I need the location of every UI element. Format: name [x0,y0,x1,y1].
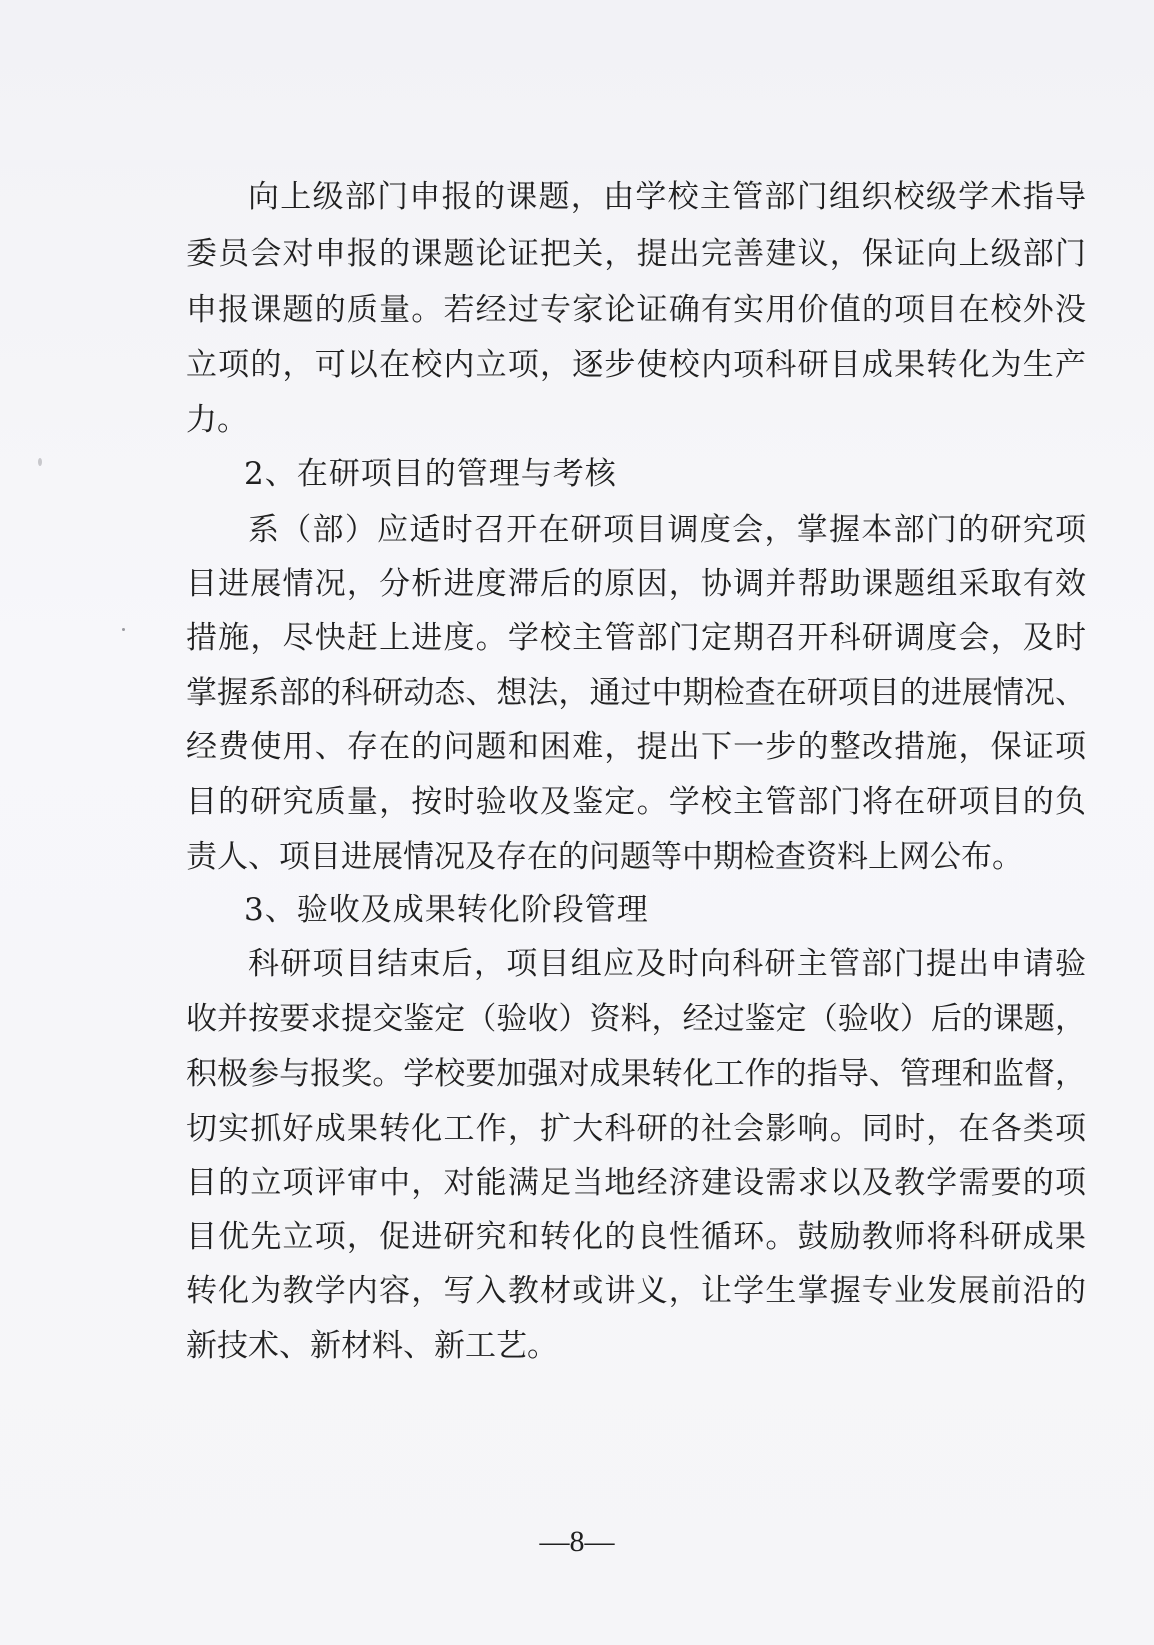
section-heading-2: 2、在研项目的管理与考核 [244,456,617,492]
paragraph-2-line-1: 系（部）应适时召开在研项目调度会，掌握本部门的研究项 [248,512,1086,548]
paragraph-2-line-5: 经费使用、存在的问题和困难，提出下一步的整改措施，保证项 [186,729,1086,765]
paragraph-1-line-5: 力。 [186,402,248,438]
paragraph-2-line-3: 措施，尽快赶上进度。学校主管部门定期召开科研调度会，及时 [186,620,1086,656]
paragraph-1-line-1: 向上级部门申报的课题，由学校主管部门组织校级学术指导 [248,179,1086,215]
paragraph-1-line-4: 立项的，可以在校内立项，逐步使校内项科研目成果转化为生产 [186,347,1086,383]
paragraph-1-line-2: 委员会对申报的课题论证把关，提出完善建议，保证向上级部门 [186,236,1086,272]
paragraph-2-line-2: 目进展情况，分析进度滞后的原因，协调并帮助课题组采取有效 [186,566,1086,602]
paragraph-3-line-1: 科研项目结束后，项目组应及时向科研主管部门提出申请验 [248,946,1086,982]
paragraph-3-line-2: 收并按要求提交鉴定（验收）资料，经过鉴定（验收）后的课题， [186,1001,1086,1037]
paragraph-3-line-8: 新技术、新材料、新工艺。 [186,1328,558,1364]
paragraph-3-line-7: 转化为教学内容，写入教材或讲义，让学生掌握专业发展前沿的 [186,1273,1086,1309]
paragraph-3-line-6: 目优先立项，促进研究和转化的良性循环。鼓励教师将科研成果 [186,1219,1086,1255]
paragraph-2-line-4: 掌握系部的科研动态、想法，通过中期检查在研项目的进展情况、 [186,675,1086,711]
paragraph-3-line-4: 切实抓好成果转化工作，扩大科研的社会影响。同时，在各类项 [186,1111,1086,1147]
paragraph-2-line-6: 目的研究质量，按时验收及鉴定。学校主管部门将在研项目的负 [186,784,1086,820]
paragraph-3-line-3: 积极参与报奖。学校要加强对成果转化工作的指导、管理和监督， [186,1056,1086,1092]
paragraph-1-line-3: 申报课题的质量。若经过专家论证确有实用价值的项目在校外没 [186,292,1086,328]
paragraph-2-line-7: 责人、项目进展情况及存在的问题等中期检查资料上网公布。 [186,839,1023,875]
scan-speck [122,628,125,631]
paragraph-3-line-5: 目的立项评审中，对能满足当地经济建设需求以及教学需要的项 [186,1165,1086,1201]
section-heading-3: 3、验收及成果转化阶段管理 [244,892,649,928]
page-number: —8— [539,1525,615,1558]
scan-speck [38,458,42,466]
